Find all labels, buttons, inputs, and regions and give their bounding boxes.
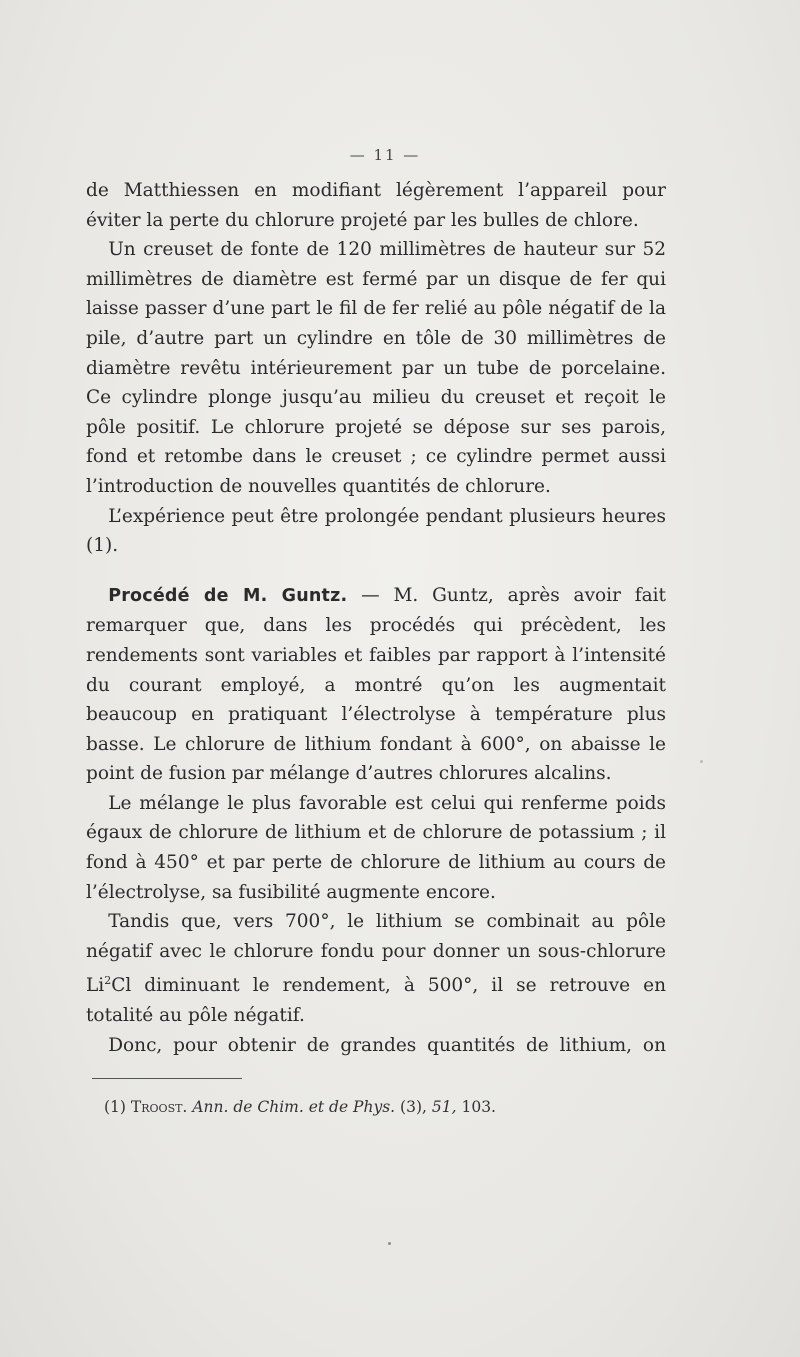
section-title: Procédé de M. Guntz.: [108, 585, 348, 606]
subchloride-superscript: 2: [104, 974, 112, 988]
paragraph-1: de Matthiessen en modifiant légèrement l’appareil pour éviter la perte du chlorure projeté par les bulles de chlore.: [86, 180, 666, 231]
lithium-text-after: Cl diminuant le rendement, à 500°, il se retrouve en totalité au pôle négatif.: [86, 975, 666, 1027]
footnote-rule: [92, 1078, 242, 1079]
page-number: — 11 —: [349, 146, 421, 164]
body-text: [86, 176, 666, 1060]
footnote-marker: (1): [104, 1098, 126, 1116]
footnote-series: (3),: [400, 1098, 427, 1116]
paragraph-melange: Le mélange le plus favorable est celui qui renferme poids égaux de chlorure de lithium et de chlorure de potassium ; il fond à 450° et par perte de chlorure de lithium au cours de l’électrolyse, sa fusibilité augmente encore.: [86, 792, 666, 903]
paper-speck: [388, 1242, 391, 1245]
paper-speck: [700, 760, 703, 763]
section-intro: — M. Guntz, après avoir fait remarquer que, dans les procédés qui précèdent, les rendements sont variables et faibles par rapport à l’intensité du courant employé, a montré qu’on les augmentait beaucoup en pratiquant l’électrolyse à température plus basse. Le chlorure de lithium fondant à 600°, on abaisse le point de fusion par mélange d’autres chlorures alcalins.: [86, 584, 666, 785]
footnote: [104, 1096, 664, 1118]
paragraph-lithium: [86, 907, 666, 1031]
paragraph-2: Un creuset de fonte de 120 millimètres de hauteur sur 52 millimètres de diamètre est fermé par un disque de fer qui laisse passer d’une part le fil de fer relié au pôle négatif de la pile, d’autre part un cylindre en tôle de 30 millimètres de diamètre revêtu intérieurement par un tube de porcelaine. Ce cylindre plonge jusqu’au milieu du creuset et reçoit le pôle positif. Le chlorure projeté se dépose sur ses parois, fond et retombe dans le creuset ; ce cylindre permet aussi l’introduction de nouvelles quantités de chlorure.: [86, 239, 666, 497]
footnote-journal: Ann. de Chim. et de Phys.: [192, 1098, 396, 1116]
paragraph-3: L’expérience peut être prolongée pendant plusieurs heures (1).: [86, 505, 666, 557]
footnote-volume: 51,: [431, 1098, 457, 1116]
lithium-text-before: Tandis que, vers 700°, le lithium se combinait au pôle négatif avec le chlorure fondu pour donner un sous-chlorure Li: [86, 911, 666, 997]
paragraph-last: Donc, pour obtenir de grandes quantités de lithium, on: [108, 1034, 666, 1056]
footnote-page: 103.: [461, 1098, 496, 1116]
footnote-author: Troost.: [130, 1098, 188, 1116]
section-paragraph: [86, 581, 666, 789]
